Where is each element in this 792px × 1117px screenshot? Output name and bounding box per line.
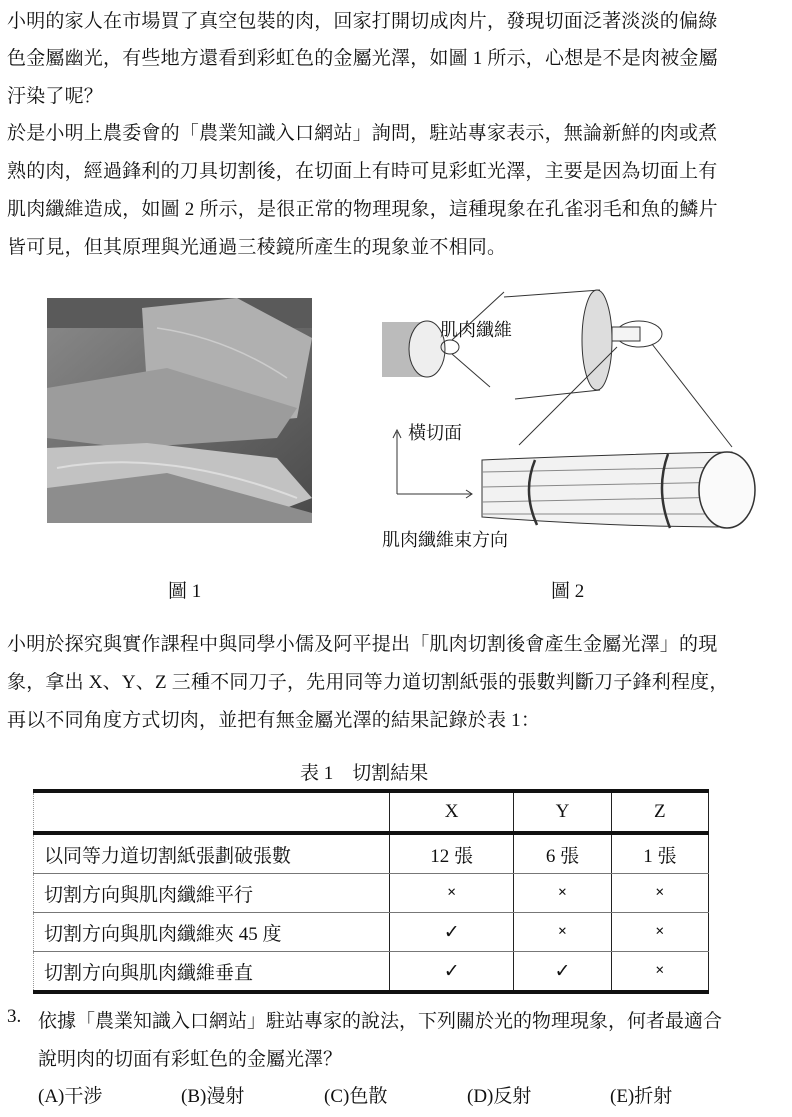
results-table — [33, 789, 709, 994]
cell: ✓ — [390, 913, 514, 952]
option-a[interactable]: (A)干涉 — [38, 1086, 103, 1107]
option-e[interactable]: (E)折射 — [610, 1086, 673, 1107]
cell: 12 張 — [390, 833, 514, 874]
question-text: 依據「農業知識入口網站」駐站專家的說法，下列關於光的物理現象，何者最適合 — [38, 1011, 723, 1032]
text-line: 皆可見，但其原理與光通過三稜鏡所產生的現象並不相同。 — [7, 237, 507, 258]
header-cell: Y — [514, 791, 611, 833]
option-c[interactable]: (C)色散 — [324, 1086, 388, 1107]
option-b[interactable]: (B)漫射 — [181, 1086, 245, 1107]
label-muscle-fiber: 肌肉纖維 — [440, 320, 512, 340]
cell: × — [611, 874, 708, 913]
table-header-row — [34, 791, 709, 833]
figure-2-muscle-fiber-diagram — [372, 282, 772, 562]
text-line: 小明的家人在市場買了真空包裝的肉，回家打開切成肉片，發現切面泛著淡淡的偏綠 — [7, 11, 718, 32]
cell: ✓ — [514, 952, 611, 993]
cell: ✓ — [390, 952, 514, 993]
text-line: 再以不同角度方式切肉，並把有無金屬光澤的結果記錄於表 1： — [7, 710, 541, 731]
table-row — [34, 913, 709, 952]
table-row — [34, 833, 709, 874]
row-label: 切割方向與肌肉纖維夾 45 度 — [34, 913, 390, 952]
table-row — [34, 952, 709, 993]
figure-1-meat-photo — [47, 298, 312, 523]
text-line: 色金屬幽光，有些地方還看到彩虹色的金屬光澤，如圖 1 所示，心想是不是肉被金屬 — [7, 48, 718, 69]
header-cell: Z — [611, 791, 708, 833]
text-line: 象，拿出 X、Y、Z 三種不同刀子，先用同等力道切割紙張的張數判斷刀子鋒利程度， — [7, 672, 729, 693]
table-row — [34, 874, 709, 913]
row-label: 切割方向與肌肉纖維平行 — [34, 874, 390, 913]
cell: × — [390, 874, 514, 913]
cell: × — [611, 952, 708, 993]
option-d[interactable]: (D)反射 — [467, 1086, 532, 1107]
figure-2-caption: 圖 2 — [551, 581, 585, 602]
text-line: 小明於探究與實作課程中與同學小儒及阿平提出「肌肉切割後會產生金屬光澤」的現 — [7, 634, 718, 655]
figure-1-caption: 圖 1 — [168, 581, 202, 602]
row-label: 以同等力道切割紙張劃破張數 — [34, 833, 390, 874]
header-cell — [34, 791, 390, 833]
text-line: 於是小明上農委會的「農業知識入口網站」詢問，駐站專家表示，無論新鮮的肉或煮 — [7, 123, 718, 144]
cell: × — [514, 874, 611, 913]
label-bundle-direction: 肌肉纖維束方向 — [382, 530, 508, 550]
question-text: 說明肉的切面有彩虹色的金屬光澤？ — [38, 1049, 343, 1070]
cell: × — [611, 913, 708, 952]
cell: 6 張 — [514, 833, 611, 874]
label-cross-section: 橫切面 — [408, 423, 462, 443]
row-label: 切割方向與肌肉纖維垂直 — [34, 952, 390, 993]
text-line: 汙染了呢？ — [7, 86, 104, 107]
question-number: 3. — [7, 1006, 22, 1027]
table-caption: 表 1 切割結果 — [300, 763, 429, 784]
text-line: 熟的肉，經過鋒利的刀具切割後，在切面上有時可見彩虹光澤，主要是因為切面上有 — [7, 161, 718, 182]
header-cell: X — [390, 791, 514, 833]
text-line: 肌肉纖維造成，如圖 2 所示，是很正常的物理現象，這種現象在孔雀羽毛和魚的鱗片 — [7, 199, 718, 220]
cell: × — [514, 913, 611, 952]
cell: 1 張 — [611, 833, 708, 874]
